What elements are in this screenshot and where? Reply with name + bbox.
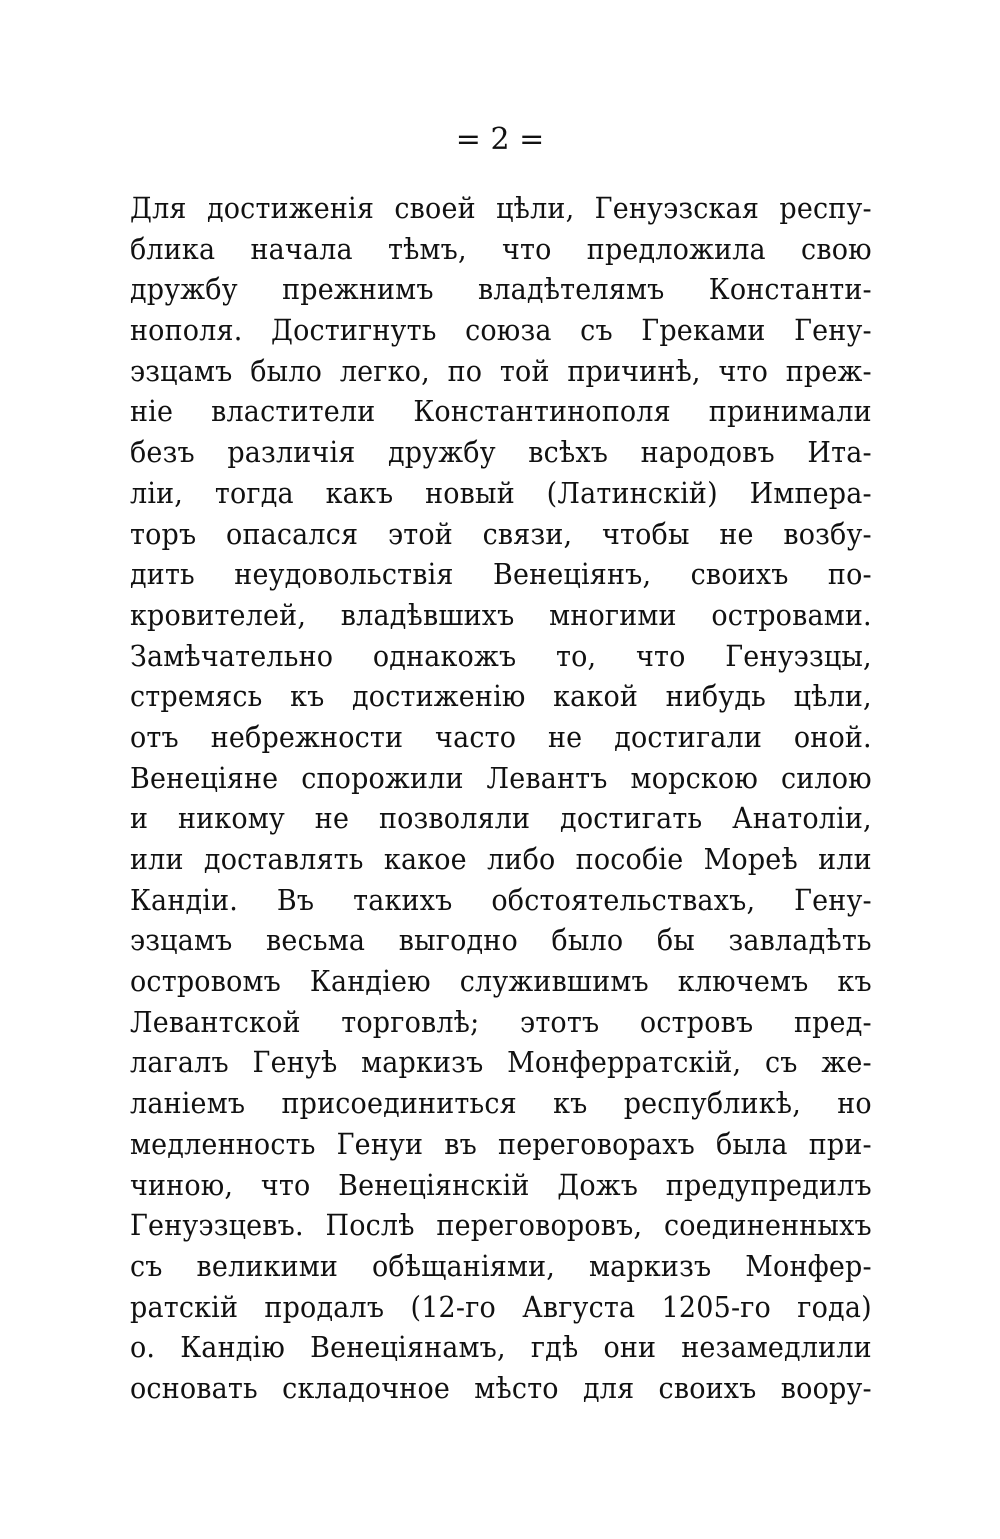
page-number: = 2 =	[455, 122, 545, 157]
text-line: чиною, что Венеціянскій Дожъ предупредилъ	[130, 1167, 872, 1202]
text-line: лагалъ Генуѣ маркизъ Монферратскій, съ же-	[130, 1045, 872, 1080]
text-line: ланіемъ присоединиться къ республикѣ, но	[130, 1086, 872, 1121]
text-line: ліи, тогда какъ новый (Латинскій) Импера-	[130, 475, 872, 510]
text-line: о. Кандію Венеціянамъ, гдѣ они незамедлили	[130, 1330, 872, 1365]
text-line: эзцамъ было легко, по той причинѣ, что преж-	[130, 353, 872, 388]
text-line: Венеціяне спорожили Левантъ морскою силою	[130, 760, 872, 795]
text-line: ніе властители Константинополя принимали	[130, 394, 872, 429]
text-line: эзцамъ весьма выгодно было бы завладѣть	[130, 923, 872, 958]
text-line: безъ различія дружбу всѣхъ народовъ Ита-	[130, 435, 872, 470]
text-line: Генуэзцевъ. Послѣ переговоровъ, соединенныхъ	[130, 1208, 872, 1243]
page-body-text	[130, 188, 872, 1409]
text-line: ратскій продалъ (12-го Августа 1205-го года)	[130, 1289, 872, 1324]
text-line: дружбу прежнимъ владѣтелямъ Константи-	[130, 272, 872, 307]
text-line: Замѣчательно однакожъ то, что Генуэзцы,	[130, 638, 872, 673]
text-line: Левантской торговлѣ; этотъ островъ пред-	[130, 1004, 872, 1039]
text-line: стремясь къ достиженію какой нибудь цѣли,	[130, 679, 872, 714]
text-line: или доставлять какое либо пособіе Мореѣ или	[130, 842, 872, 876]
text-line: кровителей, владѣвшихъ многими островами.	[130, 597, 872, 632]
text-line: основать складочное мѣсто для своихъ вооpу-	[130, 1370, 872, 1405]
text-line: дить неудовольствія Венеціянъ, своихъ по-	[130, 557, 872, 592]
text-line: съ великими обѣщаніями, маркизъ Монфер-	[130, 1248, 872, 1283]
text-line: островомъ Кандіею служившимъ ключемъ къ	[130, 964, 872, 999]
text-line: Для достиженія своей цѣли, Генуэзская респу-	[130, 191, 872, 225]
text-line: и никому не позволяли достигать Анатоліи,	[130, 801, 872, 836]
text-line: нополя. Достигнуть союза съ Греками Гену-	[130, 313, 872, 348]
text-line: блика начала тѣмъ, что предложила свою	[130, 231, 872, 266]
text-line: отъ небрежности часто не достигали оной.	[130, 719, 872, 754]
text-line: Кандіи. Въ такихъ обстоятельствахъ, Гену-	[130, 882, 872, 917]
text-line: медленность Генуи въ переговорахъ была при-	[130, 1126, 872, 1161]
text-line: торъ опасался этой связи, чтобы не возбу-	[130, 516, 872, 551]
